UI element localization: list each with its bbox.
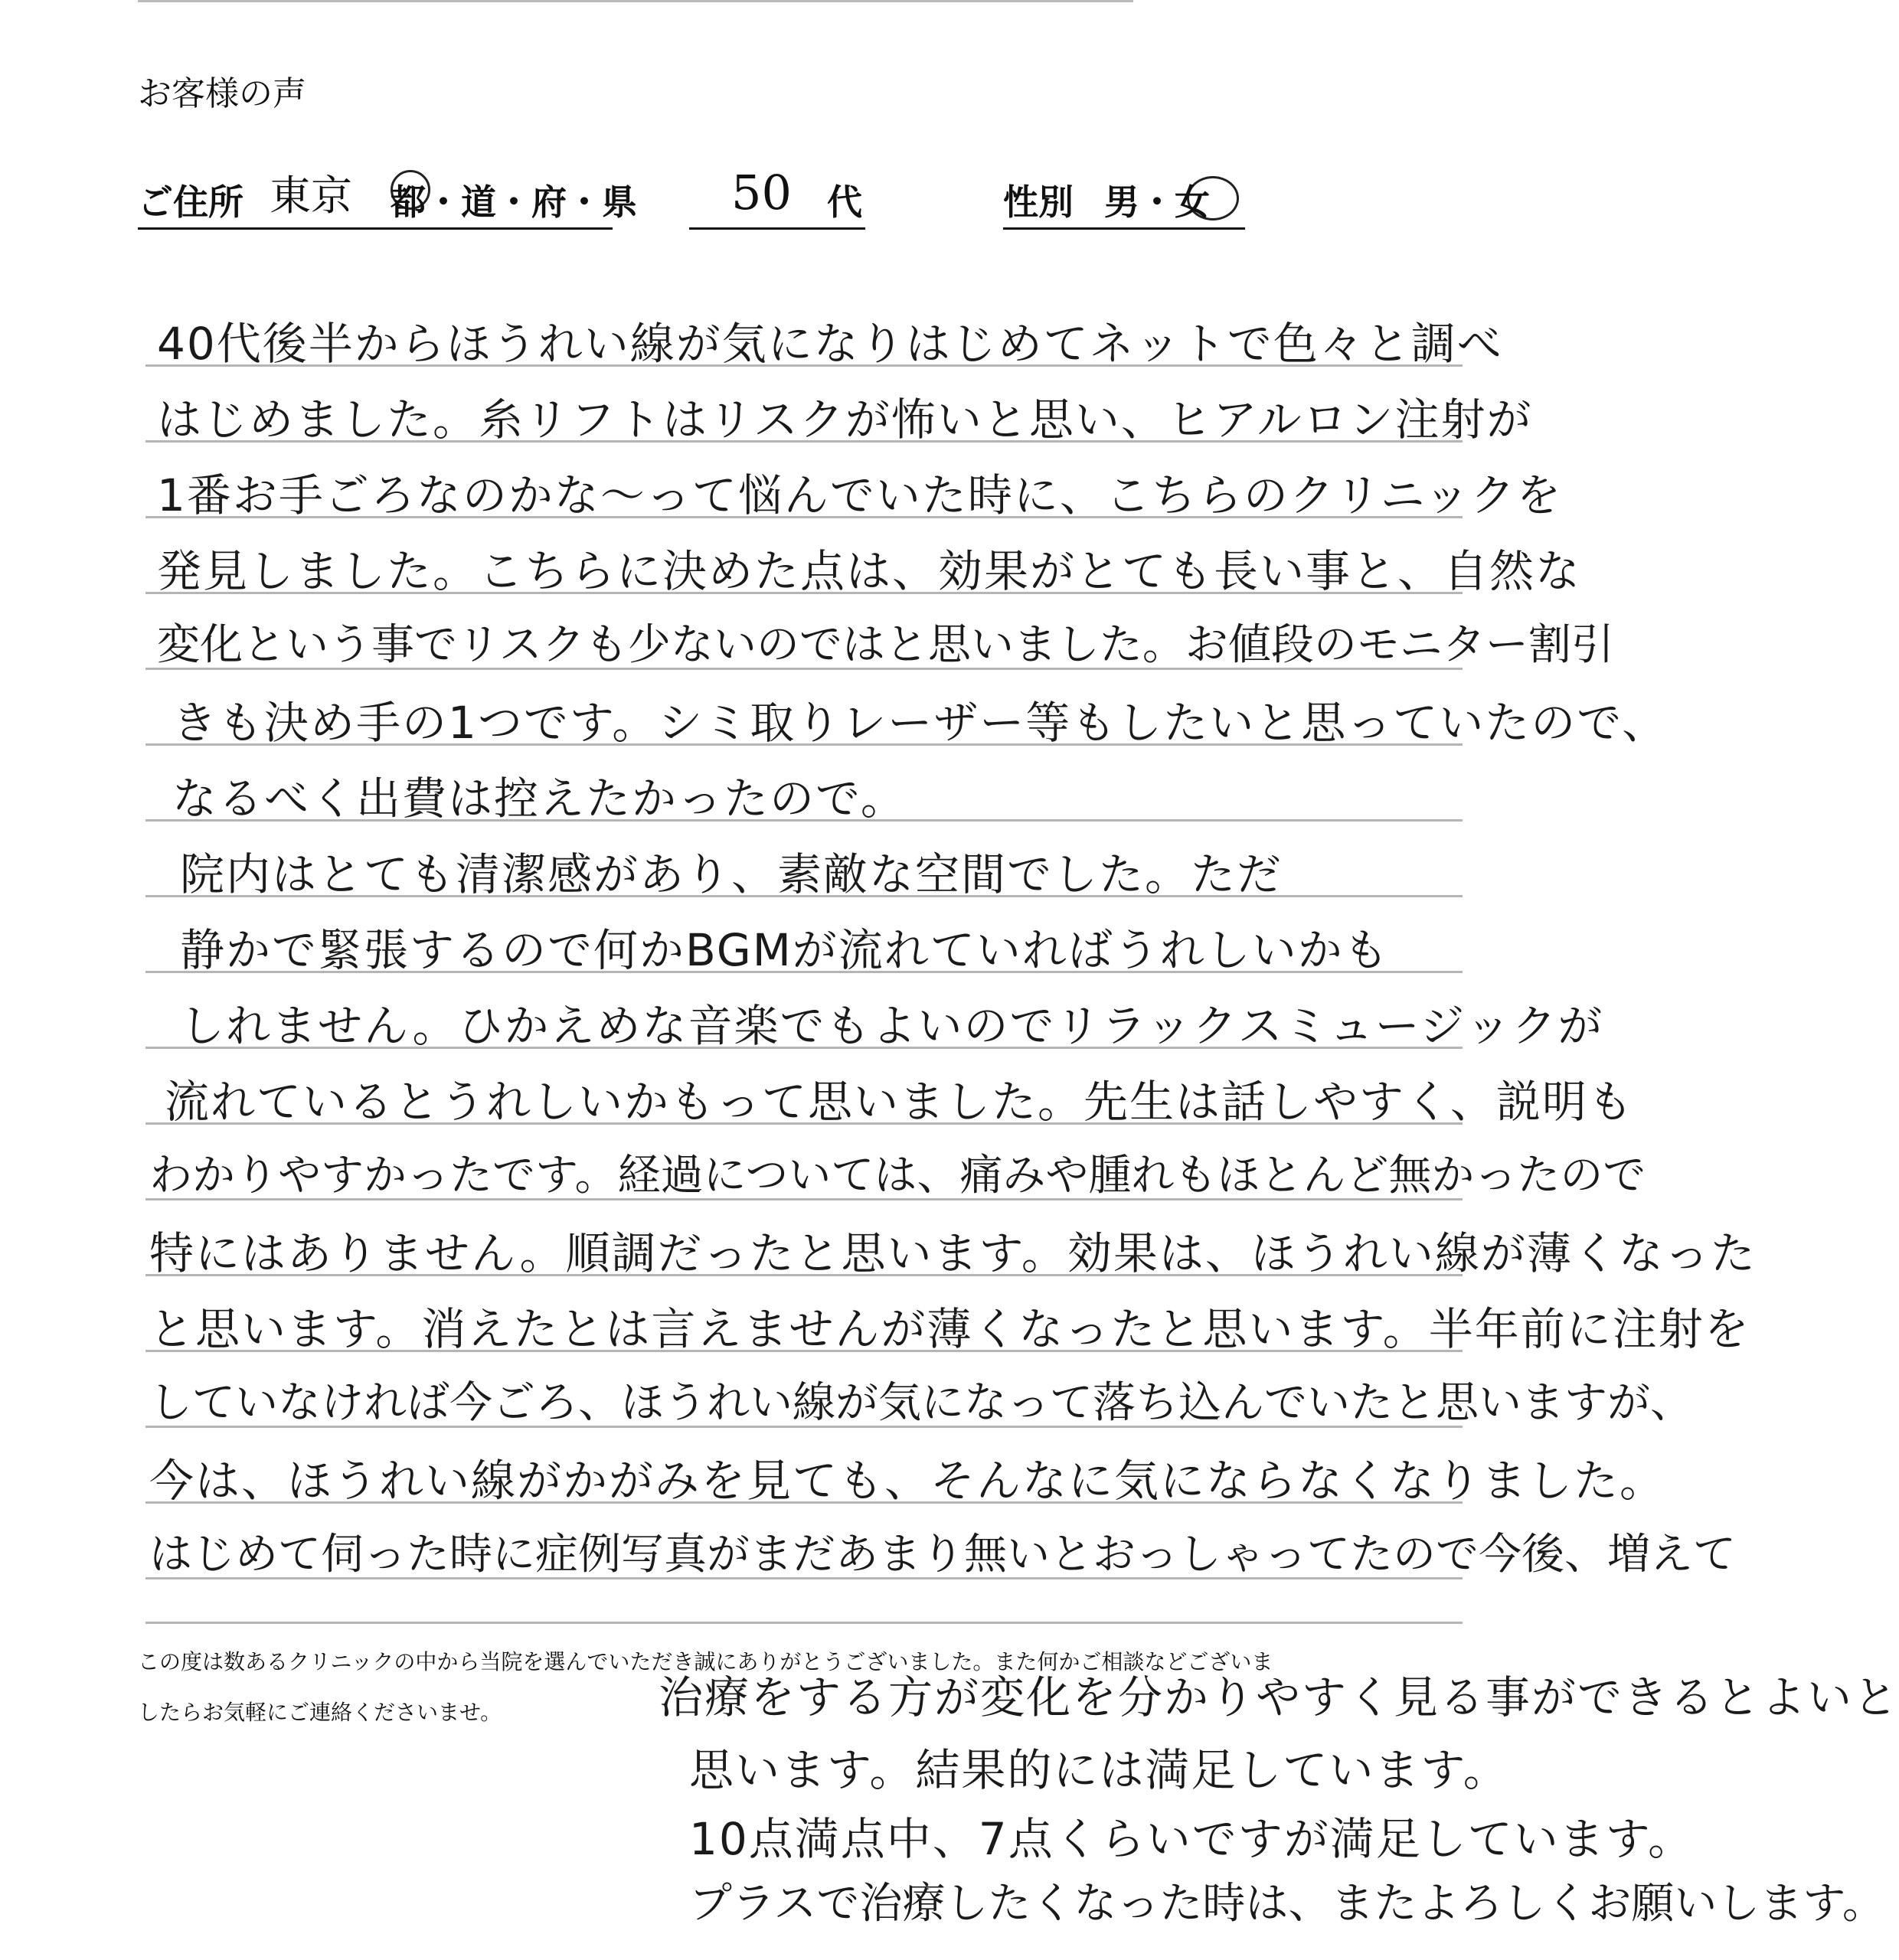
thanks-line: この度は数あるクリニックの中から当院を選んでいただき誠にありがとうございました。また何かご相談などございま (138, 1649, 1273, 1674)
handwritten-line: 10点満点中、7点くらいですが満足しています。 (689, 1813, 1695, 1865)
address-underline (138, 227, 613, 230)
handwritten-line: 静かで緊張するので何かBGMが流れていればうれしいかも (180, 924, 1390, 976)
handwritten-line: はじめました。糸リフトはリスクが怖いと思い、ヒアルロン注射が (157, 394, 1533, 446)
age-underline (689, 227, 865, 230)
prefecture-options: 都・道・府・県 (391, 181, 637, 223)
gender-options: 男・女 (1104, 181, 1210, 223)
handwritten-line: わかりやすかったです。経過については、痛みや腫れもほとんど無かったので (149, 1151, 1646, 1200)
handwritten-line: 特にはありません。順調だったと思います。効果は、ほうれい線が薄くなった (149, 1227, 1757, 1279)
clinic-thanks-message (138, 1637, 1363, 1738)
handwritten-line: プラスで治療したくなった時は、またよろしくお願いします。 (689, 1879, 1885, 1929)
respondent-info-row (138, 167, 1286, 236)
handwritten-line: はじめて伺った時に症例写真がまだあまり無いとおっしゃってたので今後、増えて (149, 1530, 1736, 1579)
handwritten-line: していなければ今ごろ、ほうれい線が気になって落ち込んでいたと思いますが、 (149, 1378, 1693, 1428)
handwritten-line: 発見しました。こちらに決めた点は、効果がとても長い事と、自然な (157, 545, 1582, 597)
age-value: 50 (731, 165, 792, 220)
handwritten-line: 変化という事でリスクも少ないのではと思いました。お値段のモニター割引 (157, 620, 1614, 670)
top-rule (138, 0, 1133, 2)
thanks-line: したらお気軽にご連絡くださいませ。 (138, 1700, 502, 1725)
gender-underline (1003, 227, 1245, 230)
handwritten-line: 院内はとても清潔感があり、素敵な空間でした。ただ (180, 848, 1283, 900)
age-suffix: 代 (827, 181, 862, 223)
handwritten-line: と思います。消えたとは言えませんが薄くなったと思います。半年前に注射を (149, 1303, 1750, 1355)
gender-label: 性別 (1003, 181, 1074, 223)
handwritten-line: きも決め手の1つです。シミ取りレーザー等もしたいと思っていたので、 (172, 697, 1669, 749)
page-title: お客様の声 (138, 74, 306, 113)
handwritten-line: 治療をする方が変化を分かりやすく見る事ができるとよいと (659, 1671, 1899, 1723)
handwritten-line: 1番お手ごろなのかな～って悩んでいた時に、こちらのクリニックを (157, 469, 1563, 521)
handwritten-line: しれません。ひかえめな音楽でもよいのでリラックスミュージックが (180, 1000, 1604, 1052)
handwritten-line: 40代後半からほうれい線が気になりはじめてネットで色々と調べ (157, 318, 1503, 370)
handwritten-line: 今は、ほうれい線がかがみを見ても、そんなに気にならなくなりました。 (149, 1455, 1666, 1507)
address-label: ご住所 (138, 181, 244, 223)
handwritten-line: 流れているとうれしいかもって思いました。先生は話しやすく、説明も (165, 1076, 1634, 1128)
handwritten-line: 思います。結果的には満足しています。 (689, 1744, 1509, 1796)
ruled-line (145, 1622, 1463, 1624)
address-value: 東京 (270, 172, 352, 220)
handwritten-line: なるべく出費は控えたかったので。 (172, 773, 907, 825)
